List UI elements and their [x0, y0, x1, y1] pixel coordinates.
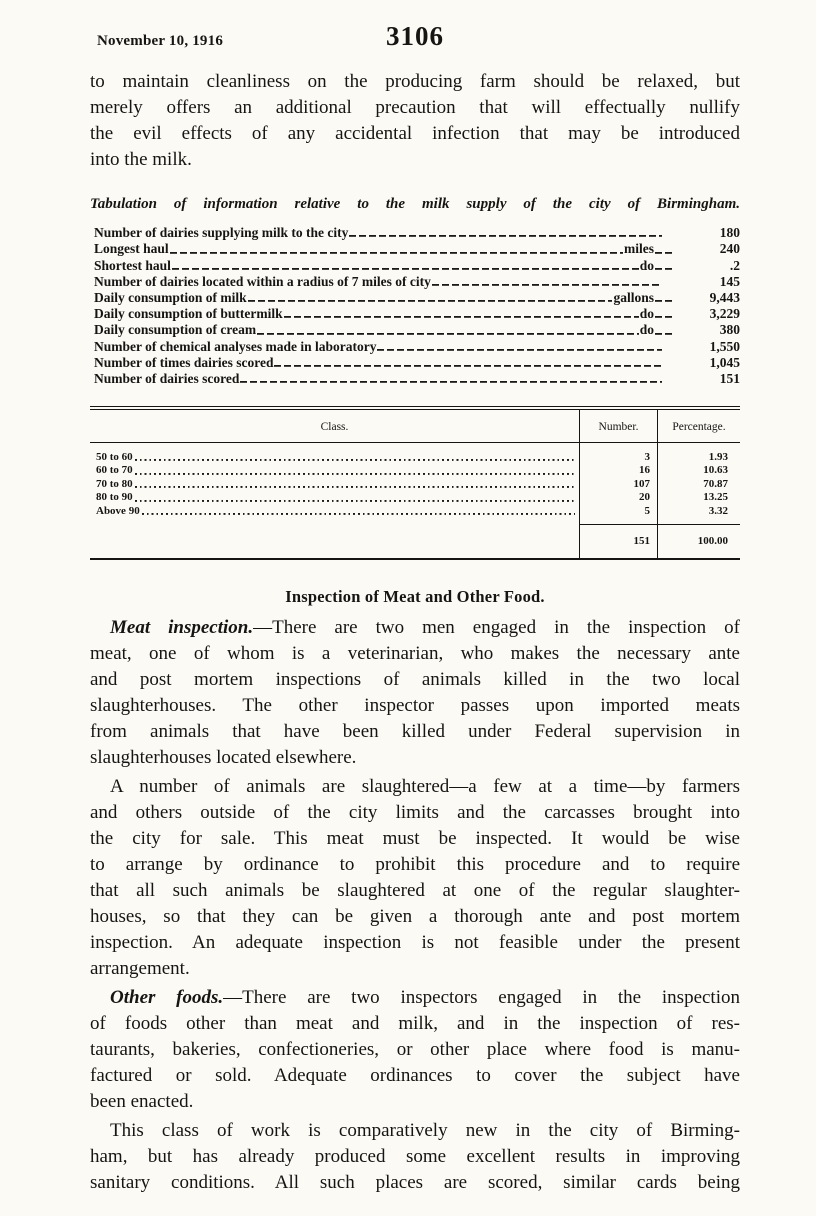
- stat-row: [90, 306, 740, 322]
- stat-value: 240: [719, 241, 740, 257]
- intro-paragraph: [90, 69, 740, 173]
- stat-row: [90, 241, 740, 257]
- tabulation-caption: Tabulation of information relative to the milk supply of the city of Birmingham.: [90, 196, 740, 212]
- stat-row: [90, 257, 740, 273]
- paragraph-line: merely offers an additional precaution that will effectually nullify: [90, 97, 740, 118]
- paragraph-line: the evil effects of any accidental infection that may be introduced: [90, 123, 740, 144]
- paragraph-line: from animals that have been killed under Federal supervision in: [90, 720, 740, 742]
- stat-label: Number of dairies located within a radius of 7 miles of city: [94, 273, 431, 289]
- dash-leader: [172, 258, 639, 274]
- dash-leader: [655, 306, 675, 322]
- stat-value: 9,443: [709, 289, 740, 305]
- stat-value: 380: [719, 322, 740, 338]
- dairy-score-table: [90, 406, 740, 560]
- paragraph-line: meat, one of whom is a veterinarian, who makes the necessary ante: [90, 642, 740, 664]
- paragraph-line: factured or sold. Adequate ordinances to cover the subject have: [90, 1064, 740, 1086]
- stat-value: 1,045: [709, 354, 740, 370]
- dot-leader: [135, 451, 575, 465]
- table-cell-percentage: 70.87: [657, 478, 740, 492]
- dot-leader: [135, 491, 575, 505]
- stat-label: Daily consumption of milk: [94, 289, 247, 305]
- table-cell-percentage: 1.93: [657, 443, 740, 465]
- milk-supply-stat-list: [90, 225, 740, 387]
- table-cell-class: [90, 505, 579, 525]
- section-heading: Inspection of Meat and Other Food.: [285, 586, 545, 606]
- table-total-percentage: 100.00: [657, 524, 740, 558]
- dash-leader: [655, 322, 675, 338]
- stat-row: [90, 274, 740, 290]
- stat-unit: do: [639, 257, 654, 273]
- paragraph-lead: Other foods.: [110, 986, 224, 1008]
- paragraph-line: arrangement.: [90, 957, 190, 979]
- paragraph-line: been enacted.: [90, 1090, 194, 1112]
- class-range-label: 60 to 70: [96, 464, 133, 477]
- table-cell-number: 16: [579, 464, 657, 478]
- dash-leader: [284, 306, 639, 322]
- paragraph-line: This class of work is comparatively new in the city of Birming-: [110, 1119, 740, 1141]
- stat-label: Number of times dairies scored: [94, 354, 274, 370]
- table-cell-percentage: 10.63: [657, 464, 740, 478]
- table-cell-class: [90, 464, 579, 478]
- publication-date: November 10, 1916: [97, 33, 224, 49]
- paragraph-line: the city for sale. This meat must be inspected. It would be wise: [90, 827, 740, 849]
- dash-leader: [240, 371, 662, 387]
- paragraph-line: sanitary conditions. All such places are scored, similar cards being: [90, 1171, 740, 1193]
- table-cell-number: 5: [579, 505, 657, 525]
- stat-value: 151: [719, 370, 740, 386]
- stat-value: 3,229: [709, 306, 740, 322]
- dash-leader: [432, 274, 662, 290]
- table-total-empty: [90, 524, 579, 558]
- dot-leader: [135, 478, 575, 492]
- body-paragraph: [90, 774, 740, 982]
- page-number: 3106: [386, 21, 444, 51]
- stat-value: .2: [729, 257, 740, 273]
- stat-value: 1,550: [709, 338, 740, 354]
- stat-label: Number of dairies scored: [94, 370, 240, 386]
- paragraph-line: into the milk.: [90, 149, 192, 170]
- class-range-label: 80 to 90: [96, 491, 133, 504]
- paragraph-line: A number of animals are slaughtered—a few at a time—by farmers: [110, 775, 740, 797]
- stat-label: Daily consumption of cream: [94, 322, 257, 338]
- section-paragraphs: [90, 615, 740, 1196]
- stat-unit: do: [639, 306, 654, 322]
- dash-leader: [377, 339, 662, 355]
- paragraph-line: Meat inspection.—There are two men engaged in the inspection of: [110, 616, 740, 638]
- table-header-number: Number.: [579, 410, 657, 443]
- stat-value: 180: [719, 225, 740, 241]
- page-header: [90, 20, 740, 52]
- table-cell-percentage: 3.32: [657, 505, 740, 525]
- table-cell-number: 20: [579, 491, 657, 505]
- paragraph-line: that all such animals be slaughtered at one of the regular slaughter-: [90, 879, 740, 901]
- table-cell-class: [90, 478, 579, 492]
- table-cell-percentage: 13.25: [657, 491, 740, 505]
- dash-leader: [349, 225, 662, 241]
- table-cell-number: 107: [579, 478, 657, 492]
- paragraph-lead: Meat inspection.: [110, 616, 254, 638]
- class-range-label: 50 to 60: [96, 450, 133, 463]
- stat-unit: miles: [624, 241, 654, 257]
- dash-leader: [655, 290, 675, 306]
- paragraph-line: of foods other than meat and milk, and in the inspection of res-: [90, 1012, 740, 1034]
- paragraph-line: to arrange by ordinance to prohibit this procedure and to require: [90, 853, 740, 875]
- table-total-number: 151: [579, 524, 657, 558]
- body-paragraph: [90, 985, 740, 1115]
- dash-leader: [655, 258, 675, 274]
- dash-leader: [170, 241, 623, 257]
- paragraph-line: and post mortem inspections of animals killed in the two local: [90, 668, 740, 690]
- paragraph-line: to maintain cleanliness on the producing farm should be relaxed, but: [90, 71, 740, 92]
- paragraph-line: Other foods.—There are two inspectors engaged in the inspection: [110, 986, 740, 1008]
- class-range-label: 70 to 80: [96, 477, 133, 490]
- paragraph-line: houses, so that they can be given a thorough ante and post mortem: [90, 905, 740, 927]
- body-paragraph: [90, 1118, 740, 1196]
- stat-row: [90, 371, 740, 387]
- table-header-percentage: Percentage.: [657, 410, 740, 443]
- paragraph-line: taurants, bakeries, confectioneries, or other place where food is manu-: [90, 1038, 740, 1060]
- stat-row: [90, 290, 740, 306]
- paragraph-line: ham, but has already produced some excellent results in improving: [90, 1145, 740, 1167]
- stat-label: Number of dairies supplying milk to the city: [94, 225, 349, 241]
- body-paragraph: [90, 615, 740, 771]
- dot-leader: [142, 505, 575, 519]
- stat-row: [90, 225, 740, 241]
- stat-label: Number of chemical analyses made in laboratory: [94, 338, 377, 354]
- stat-unit: do: [639, 322, 654, 338]
- stat-value: 145: [719, 273, 740, 289]
- table-cell-class: [90, 491, 579, 505]
- paragraph-line: and others outside of the city limits and the carcasses brought into: [90, 801, 740, 823]
- dash-leader: [274, 355, 662, 371]
- page-content: [90, 20, 740, 1196]
- class-range-label: Above 90: [96, 504, 140, 517]
- paragraph-line: slaughterhouses located elsewhere.: [90, 746, 357, 768]
- paragraph-line: inspection. An adequate inspection is not feasible under the present: [90, 931, 740, 953]
- dot-leader: [135, 464, 575, 478]
- table-header-class: Class.: [90, 410, 579, 443]
- paragraph-line: slaughterhouses. The other inspector passes upon imported meats: [90, 694, 740, 716]
- stat-label: Daily consumption of buttermilk: [94, 306, 283, 322]
- stat-label: Shortest haul: [94, 257, 171, 273]
- dash-leader: [248, 290, 613, 306]
- table-cell-class: [90, 443, 579, 465]
- stat-label: Longest haul: [94, 241, 169, 257]
- stat-row: [90, 322, 740, 338]
- dash-leader: [655, 241, 675, 257]
- stat-row: [90, 355, 740, 371]
- dash-leader: [257, 322, 639, 338]
- stat-row: [90, 338, 740, 354]
- stat-unit: gallons: [613, 289, 654, 305]
- table-cell-number: 3: [579, 443, 657, 465]
